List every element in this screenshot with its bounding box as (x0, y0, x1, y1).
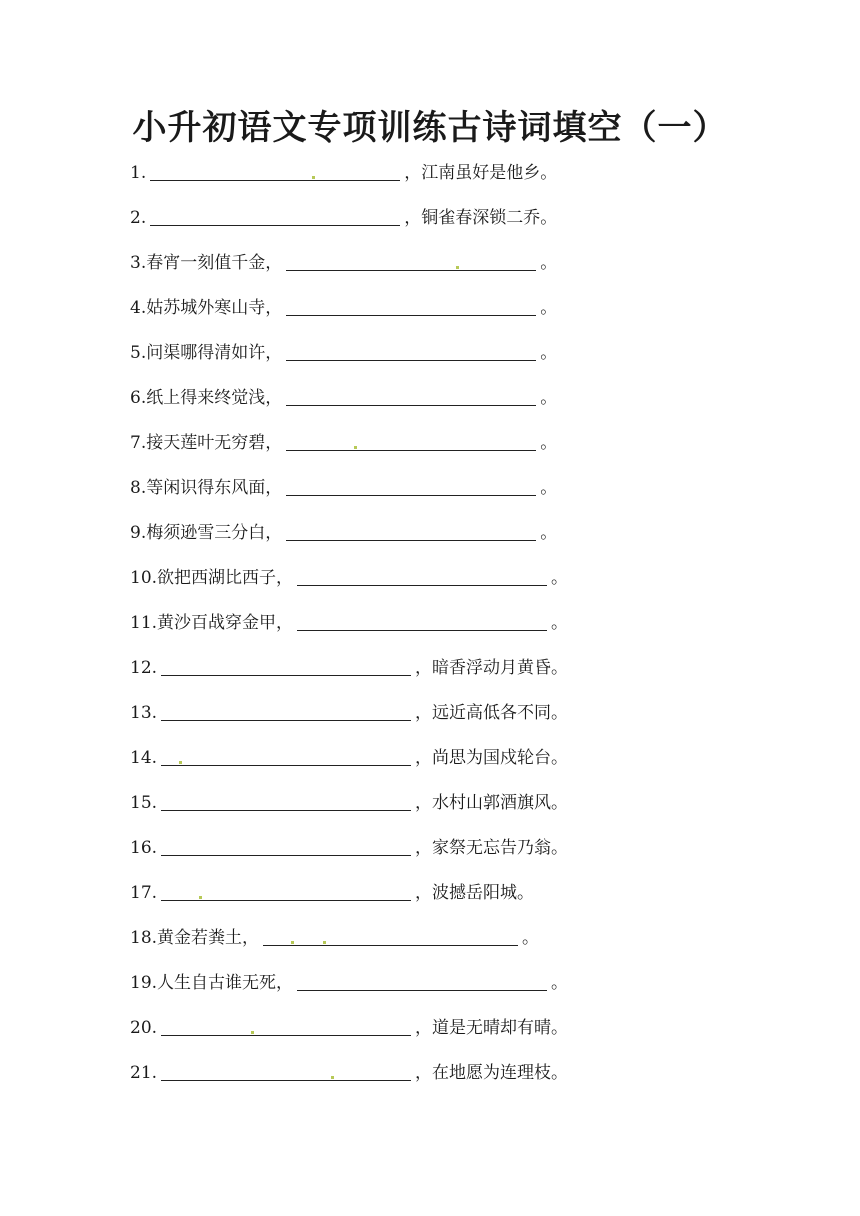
stray-mark (312, 176, 315, 179)
question-18 (130, 926, 539, 950)
question-number: 13. (130, 703, 158, 723)
page-title: 小升初语文专项训练古诗词填空（一） (132, 108, 728, 148)
question-number: 5. (130, 343, 147, 363)
stray-mark (456, 266, 459, 269)
question-number: 6. (130, 388, 147, 408)
answer-blank[interactable] (161, 764, 411, 766)
question-prompt-before: 纸上得来终觉浅， (146, 388, 283, 408)
question-number: 3. (130, 253, 147, 273)
question-prompt-after: 。 (540, 433, 558, 453)
question-prompt-after: 。 (540, 478, 558, 498)
question-prompt-after: ，波撼岳阳城。 (415, 883, 535, 903)
question-10 (130, 566, 568, 590)
question-prompt-before: 欲把西湖比西子， (157, 568, 294, 588)
question-20 (130, 1016, 568, 1040)
stray-mark (199, 896, 202, 899)
question-prompt-after: ，道是无晴却有晴。 (415, 1018, 569, 1038)
answer-blank[interactable] (286, 449, 536, 451)
question-prompt-after: ，远近高低各不同。 (415, 703, 569, 723)
question-number: 4. (130, 298, 147, 318)
question-19 (130, 971, 568, 995)
answer-blank[interactable] (263, 944, 518, 946)
question-number: 19. (130, 973, 158, 993)
question-1 (130, 161, 557, 185)
stray-mark (323, 941, 326, 944)
answer-blank[interactable] (161, 1079, 411, 1081)
stray-mark (179, 761, 182, 764)
answer-blank[interactable] (161, 1034, 411, 1036)
question-number: 16. (130, 838, 158, 858)
question-number: 11. (130, 613, 158, 633)
answer-blank[interactable] (161, 719, 411, 721)
answer-blank[interactable] (286, 269, 536, 271)
question-prompt-after: 。 (540, 388, 558, 408)
question-number: 15. (130, 793, 158, 813)
answer-blank[interactable] (161, 809, 411, 811)
answer-blank[interactable] (161, 674, 411, 676)
answer-blank[interactable] (150, 224, 400, 226)
question-number: 20. (130, 1018, 158, 1038)
answer-blank[interactable] (161, 899, 411, 901)
question-9 (130, 521, 557, 545)
question-21 (130, 1061, 568, 1085)
question-prompt-after: ，家祭无忘告乃翁。 (415, 838, 569, 858)
question-prompt-before: 问渠哪得清如许， (146, 343, 283, 363)
question-prompt-after: 。 (540, 253, 558, 273)
question-prompt-after: 。 (551, 973, 569, 993)
question-2 (130, 206, 557, 230)
question-prompt-before: 等闲识得东风面， (146, 478, 283, 498)
stray-mark (251, 1031, 254, 1034)
question-prompt-after: 。 (551, 613, 569, 633)
question-prompt-before: 春宵一刻值千金， (146, 253, 283, 273)
answer-blank[interactable] (297, 989, 547, 991)
answer-blank[interactable] (286, 494, 536, 496)
question-number: 9. (130, 523, 147, 543)
question-prompt-after: ，在地愿为连理枝。 (415, 1063, 569, 1083)
question-number: 1. (130, 163, 147, 183)
question-prompt-before: 接天莲叶无穷碧， (146, 433, 283, 453)
question-17 (130, 881, 534, 905)
question-prompt-after: ，尚思为国戍轮台。 (415, 748, 569, 768)
question-prompt-after: 。 (540, 298, 558, 318)
question-prompt-before: 梅须逊雪三分白， (146, 523, 283, 543)
answer-blank[interactable] (161, 854, 411, 856)
question-15 (130, 791, 568, 815)
question-number: 2. (130, 208, 147, 228)
question-number: 14. (130, 748, 158, 768)
question-6 (130, 386, 557, 410)
question-13 (130, 701, 568, 725)
answer-blank[interactable] (286, 359, 536, 361)
question-11 (130, 611, 568, 635)
question-prompt-after: ，水村山郭酒旗风。 (415, 793, 569, 813)
question-prompt-before: 姑苏城外寒山寺， (146, 298, 283, 318)
answer-blank[interactable] (297, 629, 547, 631)
question-prompt-after: ，江南虽好是他乡。 (404, 163, 558, 183)
stray-mark (291, 941, 294, 944)
question-prompt-after: ，铜雀春深锁二乔。 (404, 208, 558, 228)
question-4 (130, 296, 557, 320)
answer-blank[interactable] (286, 314, 536, 316)
question-number: 18. (130, 928, 158, 948)
question-prompt-before: 黄沙百战穿金甲， (157, 613, 294, 633)
question-number: 8. (130, 478, 147, 498)
question-number: 10. (130, 568, 158, 588)
question-8 (130, 476, 557, 500)
question-number: 21. (130, 1063, 158, 1083)
question-prompt-after: 。 (522, 928, 540, 948)
answer-blank[interactable] (297, 584, 547, 586)
question-prompt-after: 。 (551, 568, 569, 588)
question-5 (130, 341, 557, 365)
question-prompt-before: 黄金若粪土， (157, 928, 260, 948)
question-16 (130, 836, 568, 860)
question-12 (130, 656, 568, 680)
answer-blank[interactable] (286, 539, 536, 541)
question-prompt-before: 人生自古谁无死， (157, 973, 294, 993)
question-14 (130, 746, 568, 770)
stray-mark (331, 1076, 334, 1079)
answer-blank[interactable] (150, 179, 400, 181)
stray-mark (354, 446, 357, 449)
question-3 (130, 251, 557, 275)
question-7 (130, 431, 557, 455)
question-number: 7. (130, 433, 147, 453)
answer-blank[interactable] (286, 404, 536, 406)
question-number: 12. (130, 658, 158, 678)
question-prompt-after: 。 (540, 343, 558, 363)
question-prompt-after: 。 (540, 523, 558, 543)
question-number: 17. (130, 883, 158, 903)
question-prompt-after: ，暗香浮动月黄昏。 (415, 658, 569, 678)
